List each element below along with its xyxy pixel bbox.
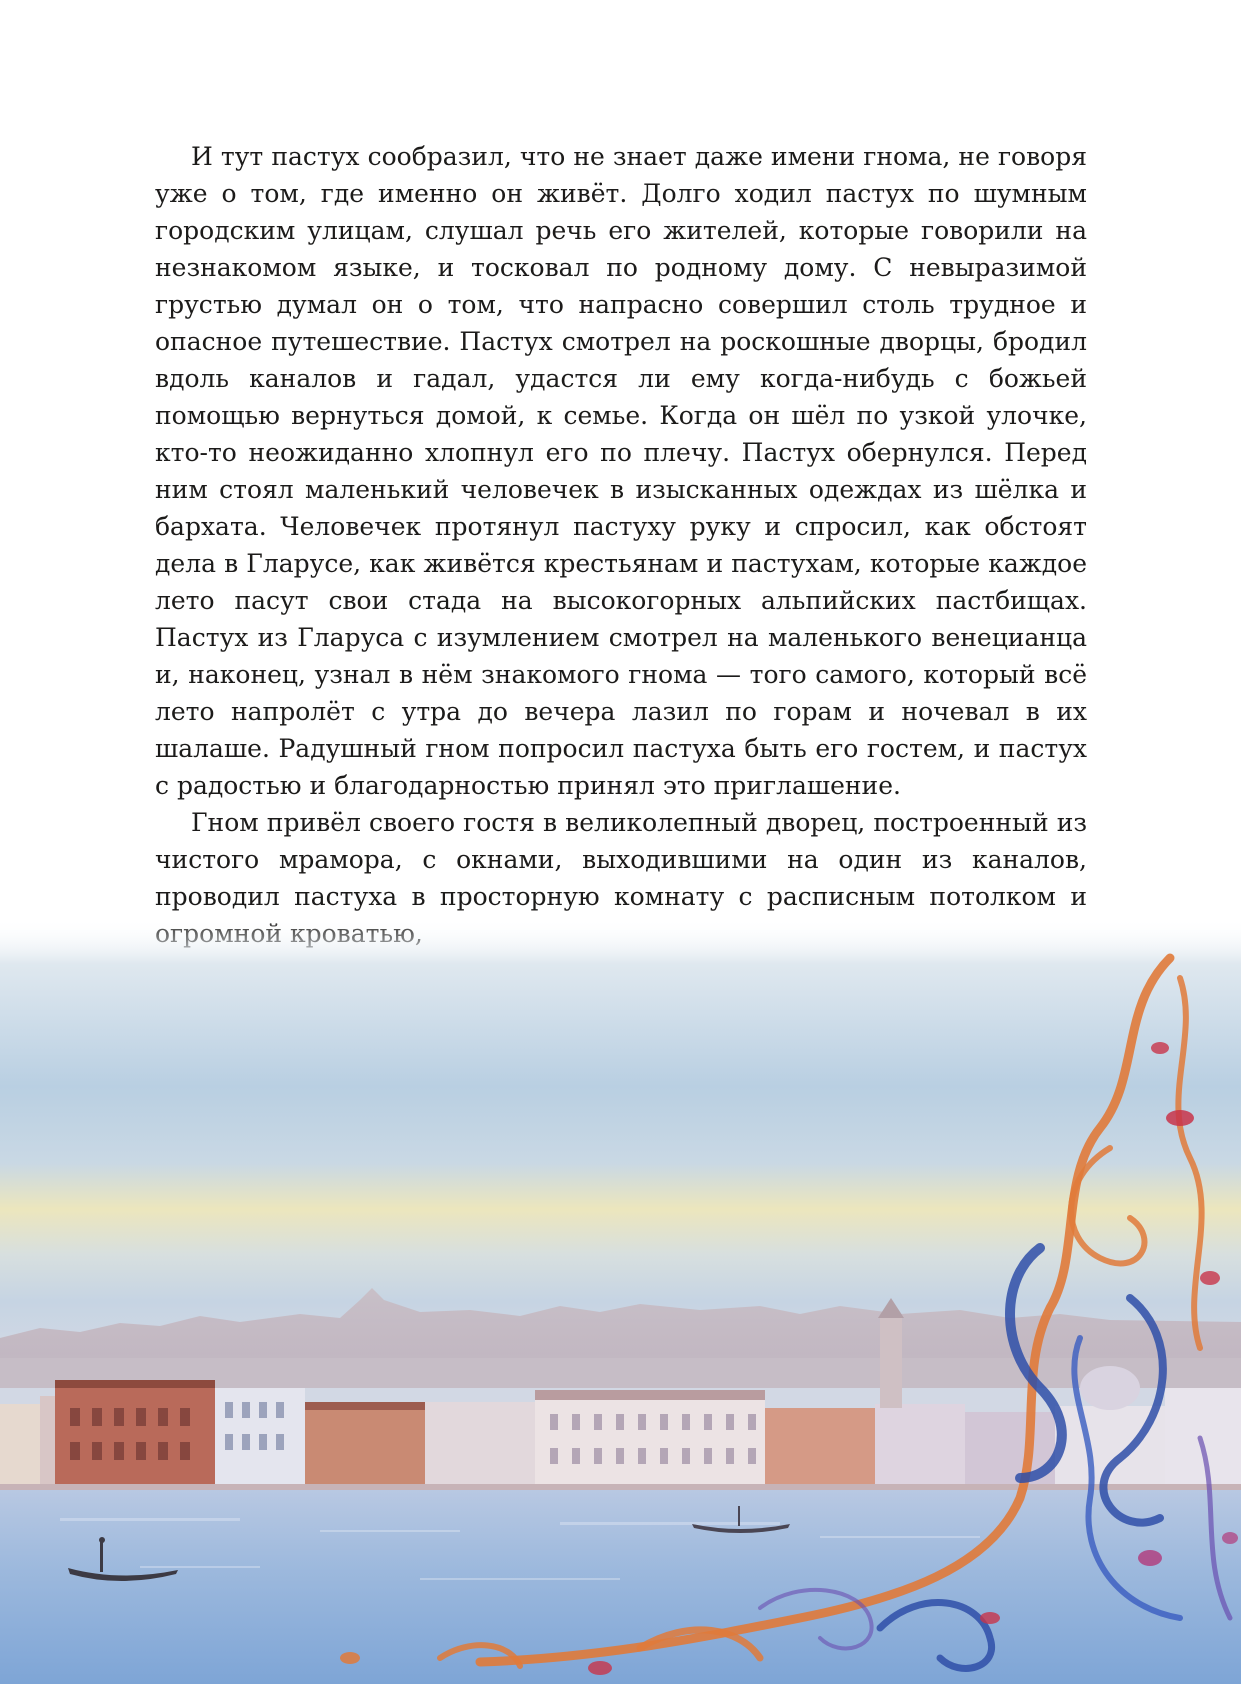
paragraph-2: Гном привёл своего гостя в великолепный дворец, построенный из чистого мрамора, с окнами, выходившими на один из каналов, проводил пастуха в просторную комнату с расписным потолком и: [155, 808, 1087, 911]
story-text: [155, 138, 1087, 952]
paragraph-1: И тут пастух сообразил, что не знает даже имени гнома, не говоря уже о том, где именно он живёт. Долго ходил пастух по шумным городским улицам, слушал речь его жителей, которые говорили на незнакомом языке, и тосковал по родному дому. С невыразимой грустью думал он о том, что напрасно совершил столь трудное и опасное путешествие. Пастух смотрел на роскошные дворцы, бродил вдоль каналов и гадал, удастся ли ему когда-нибудь с божьей помощью вернуться домой, к семье. Когда он шёл по узкой улочке, кто-то неожиданно хлопнул его по плечу. Пастух обернулся. Перед ним стоял маленький человечек в изысканных одеждах из шёлка и бархата. Человечек протянул пастуху руку и спросил, как обстоят дела в Гларусе, как живётся крестьянам и пастухам, которые каждое лето пасут свои стада на высокогорных альпийских пастбищах. Пастух из Гларуса с изумлением смотрел на маленького венецианца и, наконец, узнал в нём знакомого гнома — того самого, который всё лето напролёт с утра до вечера лазил по горам и ночевал в их шалаше. Радушный гном попросил пастуха быть его гостем, и пастух с радостью и благодарностью принял это приглашение.: [155, 142, 1087, 800]
venice-illustration: [0, 918, 1241, 1684]
